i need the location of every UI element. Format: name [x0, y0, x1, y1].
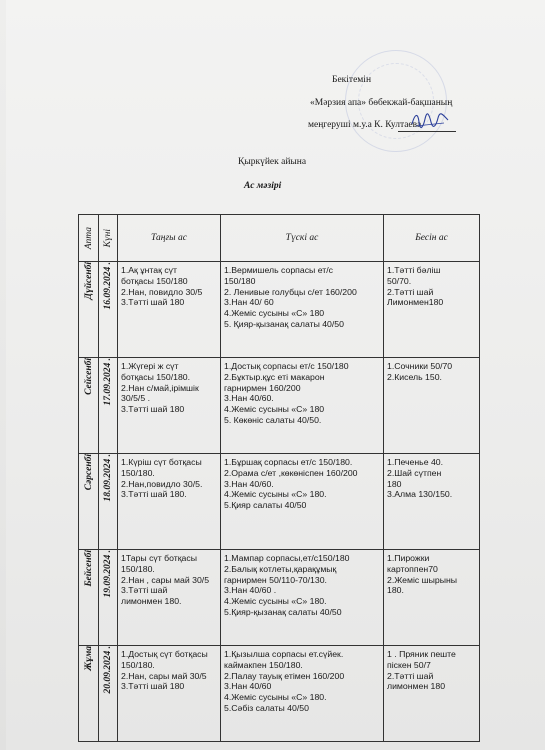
month-title: Қыркүйек айына: [238, 157, 307, 167]
table-row: [79, 550, 480, 646]
menu-table: [78, 214, 480, 742]
date-cell: 16.09.2024 .: [99, 262, 118, 358]
scan-edge: [0, 0, 6, 750]
snack-cell: 1.Сочники 50/70 2.Кисель 150.: [384, 358, 480, 454]
day-name-cell: Бейсенбі: [79, 550, 99, 646]
breakfast-cell: 1.Жүгері ж сүт ботқасы 150/180. 2.Нан с/май,ірімшік 30/5/5 . 3.Тәтті шай 180: [118, 358, 221, 454]
date-cell: 20.09.2024 .: [99, 646, 118, 742]
menu-title: Ас мәзірі: [244, 181, 282, 191]
header-week: Апта: [79, 215, 99, 262]
day-name-cell: Сейсенбі: [79, 358, 99, 454]
approval-institution: «Мәрзия апа» бөбекжай-бақшаның: [310, 98, 453, 108]
header-snack: Бесін ас: [384, 215, 480, 262]
lunch-cell: 1.Мампар сорпасы,ет/с150/180 2.Балық котлеты,қарақұмық гарнирмен 50/110-70/130. 3.Нан 40/60 . 4.Жеміс сусыны «С» 180. 5.Қияр-қызанақ салаты 40/50: [221, 550, 384, 646]
day-name-cell: Дүйсенбі: [79, 262, 99, 358]
snack-cell: 1.Пирожки картоппен70 2.Жеміс шырыны 180.: [384, 550, 480, 646]
lunch-cell: 1.Бұршақ сорпасы ет/с 150/180. 2.Орама с/ет ,көкөніспен 160/200 3.Нан 40/60. 4.Жеміс сусыны «С» 180. 5.Қияр салаты 40/50: [221, 454, 384, 550]
approval-heading: Бекітемін: [332, 75, 372, 85]
lunch-cell: 1.Вермишель сорпасы ет/с 150/180 2. Ленивые голубцы с/ет 160/200 3.Нан 40/ 60 4.Жеміс сусыны «С» 180 5. Қияр-қызанақ салаты 40/50: [221, 262, 384, 358]
table-row: [79, 646, 480, 742]
lunch-cell: 1.Достық сорпасы ет/с 150/180 2.Бұктыр.құс еті макарон гарнирмен 160/200 3.Нан 40/60. 4.Жеміс сусыны «С» 180 5. Көкөніс салаты 40/50.: [221, 358, 384, 454]
breakfast-cell: 1.Достық сүт ботқасы 150/180. 2.Нан, сары май 30/5 3.Тәтті шай 180: [118, 646, 221, 742]
header-row: [79, 215, 480, 262]
snack-cell: 1.Печенье 40. 2.Шай сүтпен 180 3.Алма 130/150.: [384, 454, 480, 550]
snack-cell: 1 . Пряник пеште піскен 50/7 2.Тәтті шай лимонмен 180: [384, 646, 480, 742]
date-cell: 17.09.2024 .: [99, 358, 118, 454]
breakfast-cell: 1.Күріш сүт ботқасы 150/180. 2.Нан,повидло 30/5. 3.Тәтті шай 180.: [118, 454, 221, 550]
date-cell: 18.09.2024 .: [99, 454, 118, 550]
header-date: Күні: [99, 215, 118, 262]
signature: [410, 111, 450, 131]
table-row: [79, 262, 480, 358]
breakfast-cell: 1.Ақ ұнтақ сүт ботқасы 150/180 2.Нан, повидло 30/5 3.Тәтті шай 180: [118, 262, 221, 358]
day-name-cell: Сәрсенбі: [79, 454, 99, 550]
date-cell: 19.09.2024 .: [99, 550, 118, 646]
signature-line: [398, 131, 456, 132]
snack-cell: 1.Тәтті бәліш 50/70. 2.Тәтті шай Лимонмен180: [384, 262, 480, 358]
approval-director: меңгерушi м.у.а К. Култаева: [308, 120, 422, 130]
header-lunch: Түскі ас: [221, 215, 384, 262]
lunch-cell: 1.Қызылша сорпасы ет.сүйек. каймакпен 150/180. 2.Палау тауық етімен 160/200 3.Нан 40/60 4.Жеміс сусыны «С» 180. 5.Сәбіз салаты 40/50: [221, 646, 384, 742]
table-row: [79, 454, 480, 550]
breakfast-cell: 1Тары сүт ботқасы 150/180. 2.Нан , сары май 30/5 3.Тәтті шай лимонмен 180.: [118, 550, 221, 646]
day-name-cell: Жұма: [79, 646, 99, 742]
table-row: [79, 358, 480, 454]
header-breakfast: Таңғы ас: [118, 215, 221, 262]
